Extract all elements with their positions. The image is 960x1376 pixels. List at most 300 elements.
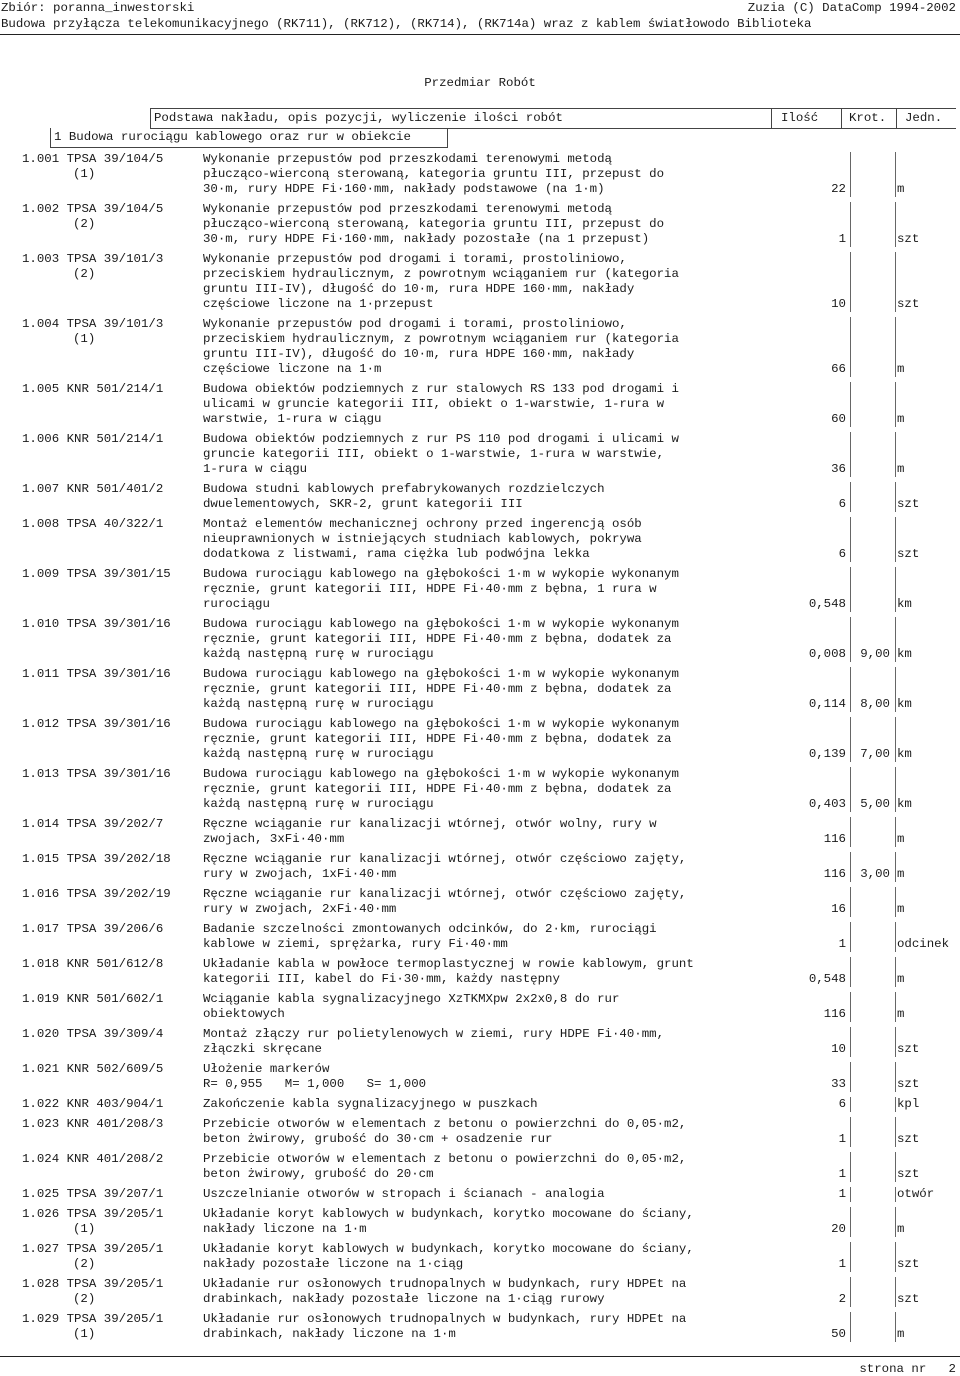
description-line: 30·m, rury HDPE Fi·160·mm, nakłady pozostałe (na 1 przepust) <box>203 232 650 246</box>
column-separator <box>895 202 896 247</box>
column-separator <box>850 317 851 377</box>
item-unit: szt <box>897 1042 920 1056</box>
item-description <box>203 922 763 952</box>
item-description <box>203 767 763 812</box>
table-row <box>0 432 960 477</box>
description-line: Wykonanie przepustów pod przeszkodami terenowymi metodą <box>203 202 612 216</box>
item-quantity: 0,548 <box>808 972 846 986</box>
description-line: kablowe w ziemi, sprężarka, rury Fi·40·mm <box>203 937 508 951</box>
item-description <box>203 852 763 882</box>
software-label: Zuzia (C) DataComp 1994-2002 <box>747 1 956 15</box>
item-quantity: 1 <box>838 1167 846 1181</box>
item-description <box>203 1117 763 1147</box>
item-description <box>203 1312 763 1342</box>
item-quantity: 0,114 <box>808 697 846 711</box>
description-line: drabinkach, nakłady liczone na 1·m <box>203 1327 456 1341</box>
table-row <box>0 1062 960 1092</box>
header-line-2 <box>1 16 956 32</box>
item-description <box>203 1207 763 1237</box>
column-separator <box>850 887 851 917</box>
section-heading <box>50 128 448 148</box>
item-quantity: 0,403 <box>808 797 846 811</box>
description-line: Ręczne wciąganie rur kanalizacji wtórnej, otwór wolny, rury w <box>203 817 657 831</box>
table-row <box>0 1117 960 1147</box>
item-multiplier: 9,00 <box>860 647 890 661</box>
item-unit: szt <box>897 297 920 311</box>
description-line: dwuelementowych, SKR-2, grunt kategorii III <box>203 497 523 511</box>
item-unit: odcinek <box>897 937 950 951</box>
section-label: 1 Budowa rurociągu kablowego oraz rur w obiekcie <box>54 130 411 144</box>
description-line: przeciskiem hydraulicznym, z powrotnym wciąganiem rur (kategoria <box>203 267 679 281</box>
item-multiplier: 3,00 <box>860 867 890 881</box>
item-variant: (1) <box>73 332 96 346</box>
item-unit: szt <box>897 232 920 246</box>
item-quantity: 1 <box>838 1132 846 1146</box>
item-quantity: 116 <box>823 832 846 846</box>
column-separator <box>895 817 896 847</box>
item-unit: szt <box>897 1292 920 1306</box>
description-line: nakłady pozostałe liczone na 1·ciąg <box>203 1257 464 1271</box>
column-separator <box>895 1152 896 1182</box>
footer-rule <box>0 1356 960 1357</box>
description-line: Uszczelnianie otworów w stropach i ścianach - analogia <box>203 1187 605 1201</box>
item-variant: (2) <box>73 1257 96 1271</box>
item-multiplier: 7,00 <box>860 747 890 761</box>
description-line: ręcznie, grunt kategorii III, HDPE Fi·40·mm z bębna, dodatek za <box>203 682 672 696</box>
item-quantity: 6 <box>838 547 846 561</box>
table-row <box>0 992 960 1022</box>
column-separator <box>895 1187 896 1202</box>
item-multiplier: 8,00 <box>860 697 890 711</box>
table-row <box>0 617 960 662</box>
table-row <box>0 317 960 377</box>
description-line: Budowa rurociągu kablowego na głębokości 1·m w wykopie wykonanym <box>203 667 679 681</box>
item-description <box>203 717 763 762</box>
description-line: kategorii III, kabel do Fi·30·mm, każdy następny <box>203 972 560 986</box>
description-line: częściowe liczone na 1·przepust <box>203 297 434 311</box>
column-separator <box>895 1027 896 1057</box>
item-code: 1.023 KNR 401/208/3 <box>22 1117 164 1131</box>
item-code: 1.016 TPSA 39/202/19 <box>22 887 171 901</box>
column-separator <box>895 992 896 1022</box>
table-row <box>0 667 960 712</box>
description-line: Wykonanie przepustów pod drogami i torami, prostoliniowo, <box>203 317 627 331</box>
item-variant: (1) <box>73 1222 96 1236</box>
column-separator <box>850 382 851 427</box>
table-row <box>0 1207 960 1237</box>
description-line: Ręczne wciąganie rur kanalizacji wtórnej, otwór częściowo zajęty, <box>203 852 687 866</box>
table-row <box>0 252 960 312</box>
table-row <box>0 517 960 562</box>
column-separator <box>895 852 896 882</box>
description-line: Budowa obiektów podziemnych z rur PS 110 pod drogami i ulicami w <box>203 432 679 446</box>
column-separator <box>895 1242 896 1272</box>
description-line: Ułożenie markerów <box>203 1062 330 1076</box>
item-description <box>203 817 763 847</box>
column-separator <box>850 1187 851 1202</box>
item-description <box>203 1097 763 1112</box>
table-row <box>0 1097 960 1112</box>
item-unit: m <box>897 1327 905 1341</box>
table-row <box>0 382 960 427</box>
description-line: złączki skręcane <box>203 1042 322 1056</box>
item-quantity: 10 <box>831 1042 846 1056</box>
column-separator <box>850 482 851 512</box>
column-separator <box>895 887 896 917</box>
column-separator <box>850 852 851 882</box>
description-line: Budowa rurociągu kablowego na głębokości 1·m w wykopie wykonanym <box>203 767 679 781</box>
item-code: 1.009 TPSA 39/301/15 <box>22 567 171 581</box>
item-quantity: 20 <box>831 1222 846 1236</box>
item-code: 1.005 KNR 501/214/1 <box>22 382 164 396</box>
table-row <box>0 767 960 812</box>
column-separator <box>850 1207 851 1237</box>
column-separator <box>850 252 851 312</box>
column-separator <box>895 382 896 427</box>
description-line: ręcznie, grunt kategorii III, HDPE Fi·40·mm z bębna, dodatek za <box>203 732 672 746</box>
item-quantity: 1 <box>838 232 846 246</box>
item-code: 1.019 KNR 501/602/1 <box>22 992 164 1006</box>
column-separator <box>850 957 851 987</box>
column-separator <box>850 152 851 197</box>
description-line: Układanie rur osłonowych trudnopalnych w budynkach, rury HDPEt na <box>203 1277 687 1291</box>
item-description <box>203 432 763 477</box>
description-line: warstwie, 1-rura w ciągu <box>203 412 382 426</box>
collection-label: Zbiór: poranna_inwestorski <box>1 1 195 15</box>
item-quantity: 6 <box>838 1097 846 1111</box>
item-quantity: 16 <box>831 902 846 916</box>
item-quantity: 6 <box>838 497 846 511</box>
table-row <box>0 922 960 952</box>
description-line: zwojach, 3xFi·40·mm <box>203 832 345 846</box>
item-variant: (2) <box>73 267 96 281</box>
item-code: 1.008 TPSA 40/322/1 <box>22 517 164 531</box>
column-separator <box>895 717 896 762</box>
item-code: 1.027 TPSA 39/205/1 <box>22 1242 164 1256</box>
column-separator <box>850 717 851 762</box>
column-separator <box>850 1117 851 1147</box>
column-separator <box>895 1117 896 1147</box>
item-description <box>203 1242 763 1272</box>
item-unit: m <box>897 832 905 846</box>
description-line: ulicami w gruncie kategorii III, obiekt o 1-warstwie, 1-rura w <box>203 397 665 411</box>
item-description <box>203 667 763 712</box>
column-separator <box>895 1312 896 1342</box>
table-row <box>0 887 960 917</box>
description-line: ręcznie, grunt kategorii III, HDPE Fi·40·mm z bębna, 1 rura w <box>203 582 657 596</box>
item-code: 1.014 TPSA 39/202/7 <box>22 817 164 831</box>
table-row <box>0 1277 960 1307</box>
description-line: 1-rura w ciągu <box>203 462 308 476</box>
description-line: Budowa studni kablowych prefabrykowanych rozdzielczych <box>203 482 605 496</box>
description-line: płucząco-wierconą sterowaną, kategoria gruntu III, przepust do <box>203 217 665 231</box>
item-description <box>203 1187 763 1202</box>
description-line: Wykonanie przepustów pod drogami i torami, prostoliniowo, <box>203 252 627 266</box>
column-separator <box>850 767 851 812</box>
page-number: strona nr 2 <box>859 1362 956 1376</box>
item-unit: km <box>897 797 912 811</box>
item-code: 1.007 KNR 501/401/2 <box>22 482 164 496</box>
description-line: Przebicie otworów w elementach z betonu o powierzchni do 0,05·m2, <box>203 1152 687 1166</box>
header-rule <box>0 34 960 35</box>
column-desc-label: Podstawa nakładu, opis pozycji, wyliczenie ilości robót <box>154 111 563 125</box>
column-separator <box>850 202 851 247</box>
item-code: 1.022 KNR 403/904/1 <box>22 1097 164 1111</box>
item-unit: m <box>897 362 905 376</box>
item-quantity: 60 <box>831 412 846 426</box>
item-description <box>203 1062 763 1092</box>
item-description <box>203 202 763 247</box>
description-line: Montaż złączy rur polietylenowych w ziemi, rury HDPE Fi·40·mm, <box>203 1027 665 1041</box>
description-line: przeciskiem hydraulicznym, z powrotnym wciąganiem rur (kategoria <box>203 332 679 346</box>
column-separator <box>895 517 896 562</box>
item-description <box>203 517 763 562</box>
item-quantity: 116 <box>823 1007 846 1021</box>
description-line: beton żwirowy, grubość do 20·cm <box>203 1167 434 1181</box>
item-unit: otwór <box>897 1187 935 1201</box>
item-description <box>203 957 763 987</box>
item-unit: m <box>897 412 905 426</box>
item-code: 1.018 KNR 501/612/8 <box>22 957 164 971</box>
item-unit: km <box>897 647 912 661</box>
item-variant: (1) <box>73 1327 96 1341</box>
item-code: 1.004 TPSA 39/101/3 <box>22 317 164 331</box>
item-unit: szt <box>897 1167 920 1181</box>
description-line: każdą następną rurę w rurociągu <box>203 797 434 811</box>
column-separator <box>895 957 896 987</box>
item-unit: szt <box>897 1077 920 1091</box>
item-variant: (2) <box>73 1292 96 1306</box>
table-row <box>0 717 960 762</box>
column-separator <box>895 1097 896 1112</box>
description-line: Budowa rurociągu kablowego na głębokości 1·m w wykopie wykonanym <box>203 717 679 731</box>
description-line: gruntu III-IV), długość do 10·m, rura HDPE 160·mm, nakłady <box>203 282 635 296</box>
item-quantity: 0,139 <box>808 747 846 761</box>
item-code: 1.001 TPSA 39/104/5 <box>22 152 164 166</box>
column-separator <box>850 1312 851 1342</box>
column-separator <box>850 1277 851 1307</box>
item-description <box>203 317 763 377</box>
item-quantity: 0,548 <box>808 597 846 611</box>
table-row <box>0 567 960 612</box>
item-code: 1.013 TPSA 39/301/16 <box>22 767 171 781</box>
column-separator <box>850 432 851 477</box>
item-unit: m <box>897 902 905 916</box>
description-line: każdą następną rurę w rurociągu <box>203 747 434 761</box>
item-quantity: 0,008 <box>808 647 846 661</box>
table-row <box>0 957 960 987</box>
column-separator <box>850 1152 851 1182</box>
item-description <box>203 617 763 662</box>
table-row <box>0 152 960 197</box>
item-description <box>203 382 763 427</box>
table-row <box>0 817 960 847</box>
column-divider <box>771 109 772 128</box>
item-unit: szt <box>897 1257 920 1271</box>
column-separator <box>895 767 896 812</box>
column-separator <box>850 992 851 1022</box>
project-title: Budowa przyłącza telekomunikacyjnego (RK711), (RK712), (RK714), (RK714a) wraz z kablem światłowodo Biblioteka <box>1 17 812 31</box>
item-description <box>203 1027 763 1057</box>
description-line: Ręczne wciąganie rur kanalizacji wtórnej, otwór częściowo zajęty, <box>203 887 687 901</box>
column-qty-label: Ilość <box>781 111 819 125</box>
item-quantity: 116 <box>823 867 846 881</box>
description-line: Układanie kabla w powłoce termoplastycznej w rowie kablowym, grunt <box>203 957 694 971</box>
item-unit: m <box>897 462 905 476</box>
item-unit: szt <box>897 547 920 561</box>
item-variant: (2) <box>73 217 96 231</box>
item-code: 1.024 KNR 401/208/2 <box>22 1152 164 1166</box>
column-separator <box>850 667 851 712</box>
item-unit: km <box>897 597 912 611</box>
item-description <box>203 252 763 312</box>
item-code: 1.025 TPSA 39/207/1 <box>22 1187 164 1201</box>
description-line: nakłady liczone na 1·m <box>203 1222 367 1236</box>
description-line: rurociągu <box>203 597 270 611</box>
column-separator <box>895 922 896 952</box>
table-row <box>0 852 960 882</box>
item-code: 1.012 TPSA 39/301/16 <box>22 717 171 731</box>
description-line: Budowa rurociągu kablowego na głębokości 1·m w wykopie wykonanym <box>203 567 679 581</box>
item-quantity: 33 <box>831 1077 846 1091</box>
item-code: 1.010 TPSA 39/301/16 <box>22 617 171 631</box>
description-line: gruntu III-IV), długość do 10·m, rura HDPE 160·mm, nakłady <box>203 347 635 361</box>
column-krot-label: Krot. <box>849 111 887 125</box>
item-quantity: 1 <box>838 1187 846 1201</box>
item-unit: m <box>897 1007 905 1021</box>
description-line: płucząco-wierconą sterowaną, kategoria gruntu III, przepust do <box>203 167 665 181</box>
item-description <box>203 1277 763 1307</box>
description-line: Układanie rur osłonowych trudnopalnych w budynkach, rury HDPEt na <box>203 1312 687 1326</box>
description-line: Montaż elementów mechanicznej ochrony przed ingerencją osób <box>203 517 642 531</box>
description-line: Wciąganie kabla sygnalizacyjnego XzTKMXpw 2x2x0,8 do rur <box>203 992 620 1006</box>
column-separator <box>850 922 851 952</box>
table-row <box>0 1312 960 1342</box>
description-line: Budowa rurociągu kablowego na głębokości 1·m w wykopie wykonanym <box>203 617 679 631</box>
column-separator <box>850 1062 851 1092</box>
item-code: 1.029 TPSA 39/205/1 <box>22 1312 164 1326</box>
description-line: obiektowych <box>203 1007 285 1021</box>
item-description <box>203 567 763 612</box>
item-unit: kpl <box>897 1097 920 1111</box>
item-code: 1.006 KNR 501/214/1 <box>22 432 164 446</box>
document-title: Przedmiar Robót <box>424 76 536 90</box>
column-separator <box>895 152 896 197</box>
item-unit: m <box>897 1222 905 1236</box>
table-row <box>0 1027 960 1057</box>
description-line: Przebicie otworów w elementach z betonu o powierzchni do 0,05·m2, <box>203 1117 687 1131</box>
description-line: drabinkach, nakłady pozostałe liczone na 1·ciąg rurowy <box>203 1292 605 1306</box>
description-line: rury w zwojach, 1xFi·40·mm <box>203 867 397 881</box>
column-header <box>150 108 956 129</box>
column-separator <box>895 252 896 312</box>
column-separator <box>895 317 896 377</box>
item-quantity: 66 <box>831 362 846 376</box>
column-separator <box>895 667 896 712</box>
item-code: 1.021 KNR 502/609/5 <box>22 1062 164 1076</box>
column-separator <box>850 817 851 847</box>
description-line: gruncie kategorii III, obiekt o 1-warstwie, 1-rura w warstwie, <box>203 447 665 461</box>
description-line: rury w zwojach, 2xFi·40·mm <box>203 902 397 916</box>
item-code: 1.003 TPSA 39/101/3 <box>22 252 164 266</box>
column-separator <box>895 1207 896 1237</box>
column-divider <box>841 109 842 128</box>
item-code: 1.028 TPSA 39/205/1 <box>22 1277 164 1291</box>
table-row <box>0 1242 960 1272</box>
column-separator <box>850 517 851 562</box>
item-description <box>203 482 763 512</box>
column-unit-label: Jedn. <box>905 111 943 125</box>
header-line-1 <box>1 0 956 16</box>
description-line: 30·m, rury HDPE Fi·160·mm, nakłady podstawowe (na 1·m) <box>203 182 605 196</box>
item-unit: szt <box>897 497 920 511</box>
item-quantity: 50 <box>831 1327 846 1341</box>
item-code: 1.017 TPSA 39/206/6 <box>22 922 164 936</box>
table-row <box>0 482 960 512</box>
description-line: każdą następną rurę w rurociągu <box>203 647 434 661</box>
item-code: 1.002 TPSA 39/104/5 <box>22 202 164 216</box>
description-line: Układanie koryt kablowych w budynkach, korytko mocowane do ściany, <box>203 1242 694 1256</box>
item-quantity: 2 <box>838 1292 846 1306</box>
column-separator <box>850 617 851 662</box>
item-quantity: 10 <box>831 297 846 311</box>
item-code: 1.015 TPSA 39/202/18 <box>22 852 171 866</box>
description-line: Zakończenie kabla sygnalizacyjnego w puszkach <box>203 1097 538 1111</box>
item-quantity: 36 <box>831 462 846 476</box>
item-unit: m <box>897 182 905 196</box>
column-separator <box>895 482 896 512</box>
item-unit: km <box>897 747 912 761</box>
column-separator <box>850 1027 851 1057</box>
description-line: Budowa obiektów podziemnych z rur stalowych RS 133 pod drogami i <box>203 382 679 396</box>
description-line: Wykonanie przepustów pod przeszkodami terenowymi metodą <box>203 152 612 166</box>
item-code: 1.020 TPSA 39/309/4 <box>22 1027 164 1041</box>
column-separator <box>895 1277 896 1307</box>
column-divider <box>896 109 897 128</box>
column-separator <box>850 1242 851 1272</box>
item-variant: (1) <box>73 167 96 181</box>
item-unit: km <box>897 697 912 711</box>
item-quantity: 1 <box>838 937 846 951</box>
item-code: 1.011 TPSA 39/301/16 <box>22 667 171 681</box>
description-line: dodatkowa z listwami, rama ciężka lub podwójna lekka <box>203 547 590 561</box>
description-line: R= 0,955 M= 1,000 S= 1,000 <box>203 1077 427 1091</box>
item-quantity: 1 <box>838 1257 846 1271</box>
item-description <box>203 992 763 1022</box>
description-line: ręcznie, grunt kategorii III, HDPE Fi·40·mm z bębna, dodatek za <box>203 632 672 646</box>
table-row <box>0 1152 960 1182</box>
column-separator <box>895 567 896 612</box>
column-separator <box>850 567 851 612</box>
table-row <box>0 202 960 247</box>
column-separator <box>895 432 896 477</box>
description-line: każdą następną rurę w rurociągu <box>203 697 434 711</box>
item-quantity: 22 <box>831 182 846 196</box>
description-line: częściowe liczone na 1·m <box>203 362 382 376</box>
item-unit: m <box>897 972 905 986</box>
description-line: ręcznie, grunt kategorii III, HDPE Fi·40·mm z bębna, dodatek za <box>203 782 672 796</box>
description-line: Badanie szczelności zmontowanych odcinków, do 2·km, rurociągi <box>203 922 657 936</box>
description-line: beton żwirowy, grubość do 30·cm + osadzenie rur <box>203 1132 553 1146</box>
item-unit: szt <box>897 1132 920 1146</box>
item-description <box>203 887 763 917</box>
item-unit: m <box>897 867 905 881</box>
column-separator <box>850 1097 851 1112</box>
description-line: Układanie koryt kablowych w budynkach, korytko mocowane do ściany, <box>203 1207 694 1221</box>
item-multiplier: 5,00 <box>860 797 890 811</box>
description-line: nieuprawnionych w istniejących studniach kablowych, pokrywa <box>203 532 642 546</box>
column-separator <box>895 617 896 662</box>
